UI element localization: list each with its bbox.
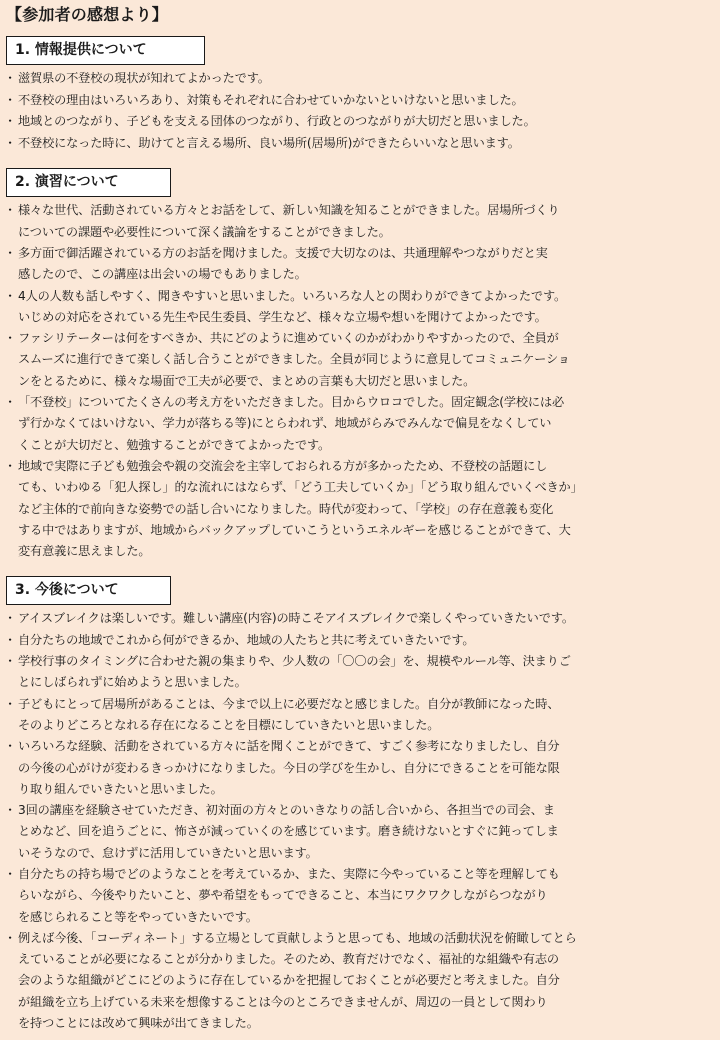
list-item: ・ 子どもにとって居場所があることは、今まで以上に必要だなと感じました。自分が教師になった時、 そのよりどころとなれる存在になることを目標にしていきたいと思いました。 (6, 694, 714, 737)
page-title: 【参加者の感想より】 (6, 5, 169, 24)
section-future (6, 576, 714, 1034)
list-item: ・ 例えば今後、「コーディネート」する立場として貢献しようと思っても、地域の活動状況を俯瞰してとら えていることが必要になることが分かりました。そのため、教育だけでなく、福祉的な組織や有志の 会のような組織がどこにどのように存在しているかを把握しておくことが必要だと考えました。自分 が組織を立ち上げている未来を想像することは今のところできませんが、周辺の一員として関わり を持つことには改めて興味が出てきました。 (6, 928, 714, 1034)
list-item: ・ 4人の人数も話しやすく、聞きやすいと思いました。いろいろな人との関わりができてよかったです。 いじめの対応をされている先生や民生委員、学生など、様々な立場や想いを聞けてよかったです。 (6, 286, 714, 329)
list-item: ・ 「不登校」についてたくさんの考え方をいただきました。目からウロコでした。固定観念(学校には必 ず行かなくてはいけない、学力が落ちる等)にとらわれず、地域がらみでみんなで偏見をなくしてい くことが大切だと、勉強することができてよかったです。 (6, 392, 714, 456)
list-item: ・ 地域とのつながり、子どもを支える団体のつながり、行政とのつながりが大切だと思いました。 (6, 111, 714, 133)
comment-list (6, 608, 714, 1034)
list-item: ・ 不登校の理由はいろいろあり、対策もそれぞれに合わせていかないといけないと思いました。 (6, 90, 714, 112)
list-item: ・ 多方面で御活躍されている方のお話を聞けました。支援で大切なのは、共通理解やつながりだと実 感したので、この講座は出会いの場でもありました。 (6, 243, 714, 286)
comment-list (6, 200, 714, 562)
list-item: ・ アイスブレイクは楽しいです。難しい講座(内容)の時こそアイスブレイクで楽しくやっていきたいです。 (6, 608, 714, 629)
section-exercise (6, 168, 714, 562)
list-item: ・ 地域で実際に子ども勉強会や親の交流会を主宰しておられる方が多かったため、不登校の話題にし ても、いわゆる「犯人探し」的な流れにはならず、「どう工夫していくか」「どう取り組んでいくべきか」 など主体的で前向きな姿勢での話し合いになりました。時代が変わって、「学校」の存在意義も変化 する中ではありますが、地域からバックアップしていこうというエネルギーを感じることができて、大 変有意義に思えました。 (6, 456, 714, 562)
list-item: ・ 自分たちの持ち場でどのようなことを考えているか、また、実際に今やっていること等を理解しても らいながら、今後やりたいこと、夢や希望をもってできること、本当にワクワクしながらつながり を感じられること等をやっていきたいです。 (6, 864, 714, 928)
list-item: ・ いろいろな経験、活動をされている方々に話を聞くことができて、すごく参考になりましたし、自分 の今後の心がけが変わるきっかけになりました。今日の学びを生かし、自分にできることを可能な限 り取り組んでいきたいと思いました。 (6, 736, 714, 800)
list-item: ・ 不登校になった時に、助けてと言える場所、良い場所(居場所)ができたらいいなと思います。 (6, 133, 714, 155)
list-item: ・ 3回の講座を経験させていただき、初対面の方々とのいきなりの話し合いから、各担当での司会、ま とめなど、回を追うごとに、怖さが減っていくのを感じています。磨き続けないとすぐに鈍ってしま いそうなので、怠けずに活用していきたいと思います。 (6, 800, 714, 864)
list-item: ・ 自分たちの地域でこれから何ができるか、地域の人たちと共に考えていきたいです。 (6, 630, 714, 651)
section-information (6, 36, 714, 154)
list-item: ・ 滋賀県の不登校の現状が知れてよかったです。 (6, 68, 714, 90)
section-heading: 1. 情報提供について (6, 36, 205, 65)
list-item: ・ ファシリテーターは何をすべきか、共にどのように進めていくのかがわかりやすかったので、全員が スムーズに進行できて楽しく話し合うことができました。全員が同じように意見してコミュニケーショ ンをとるために、様々な場面で工夫が必要で、まとめの言葉も大切だと思いました。 (6, 328, 714, 392)
list-item: ・ 学校行事のタイミングに合わせた親の集まりや、少人数の「〇〇の会」を、規模やルール等、決まりご とにしばられずに始めようと思いました。 (6, 651, 714, 694)
section-heading: 3. 今後について (6, 576, 171, 605)
section-heading: 2. 演習について (6, 168, 171, 197)
comment-list (6, 68, 714, 154)
list-item: ・ 様々な世代、活動されている方々とお話をして、新しい知識を知ることができました。居場所づくり についての課題や必要性について深く議論をすることができました。 (6, 200, 714, 243)
